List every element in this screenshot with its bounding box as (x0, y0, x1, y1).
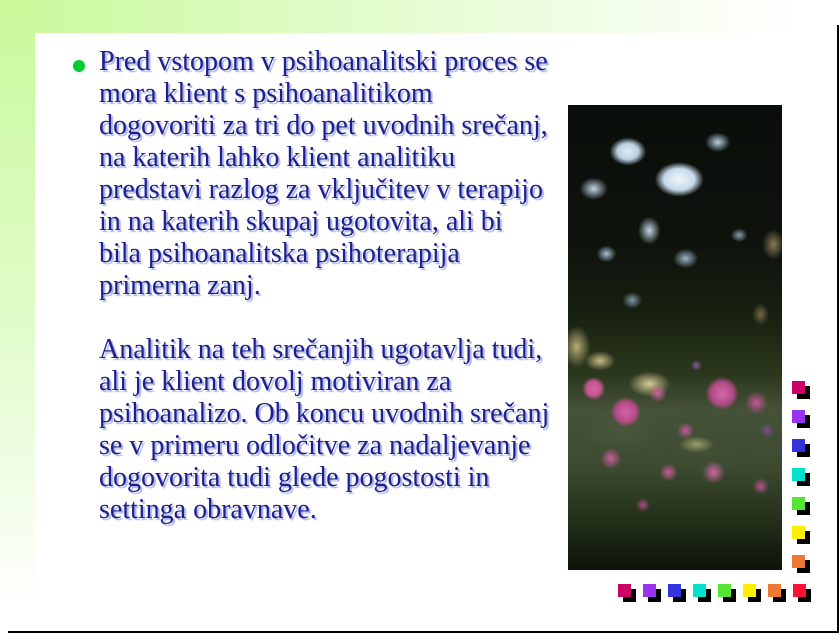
forest-flowers-photo (568, 105, 782, 570)
slide-border-right (837, 25, 839, 633)
text-line: psihoanalizo. Ob koncu uvodnih srečanj (99, 398, 550, 429)
decor-square (792, 468, 805, 481)
text-line: primerna zanj. (99, 270, 261, 301)
text-line: se v primeru odločitve za nadaljevanje (99, 430, 531, 461)
bullet-icon (73, 60, 85, 72)
decor-square (768, 584, 781, 597)
decor-square (718, 584, 731, 597)
decor-square (792, 497, 805, 510)
slide-border-bottom (8, 631, 839, 633)
decor-square (792, 555, 805, 568)
top-gradient-band (0, 0, 800, 33)
decor-square (668, 584, 681, 597)
text-line: in na katerih skupaj ugotovita, ali bi (99, 206, 503, 237)
text-line: bila psihoanalitska psihoterapija (99, 238, 460, 269)
text-line: Pred vstopom v psihoanalitski proces se (99, 46, 548, 77)
decor-square (643, 584, 656, 597)
text-line: Analitik na teh srečanjih ugotavlja tudi, (99, 334, 543, 365)
text-line: predstavi razlog za vključitev v terapijo (99, 174, 543, 205)
decor-square (792, 410, 805, 423)
decor-square (693, 584, 706, 597)
text-line: dogovorita tudi glede pogostosti in (99, 462, 490, 493)
paragraph-2 (99, 334, 569, 526)
decor-square (743, 584, 756, 597)
text-line: mora klient s psihoanalitikom (99, 78, 433, 109)
decor-square (792, 381, 805, 394)
paragraph-1 (99, 46, 569, 302)
left-gradient-band (0, 0, 35, 610)
decor-square (792, 526, 805, 539)
decor-square (793, 584, 806, 597)
text-line: dogovoriti za tri do pet uvodnih srečanj, (99, 110, 548, 141)
text-line: ali je klient dovolj motiviran za (99, 366, 452, 397)
body-text (99, 46, 569, 526)
decor-square (618, 584, 631, 597)
text-line: na katerih lahko klient analitiku (99, 142, 456, 173)
text-line: settinga obravnave. (99, 494, 317, 525)
decor-square (792, 439, 805, 452)
